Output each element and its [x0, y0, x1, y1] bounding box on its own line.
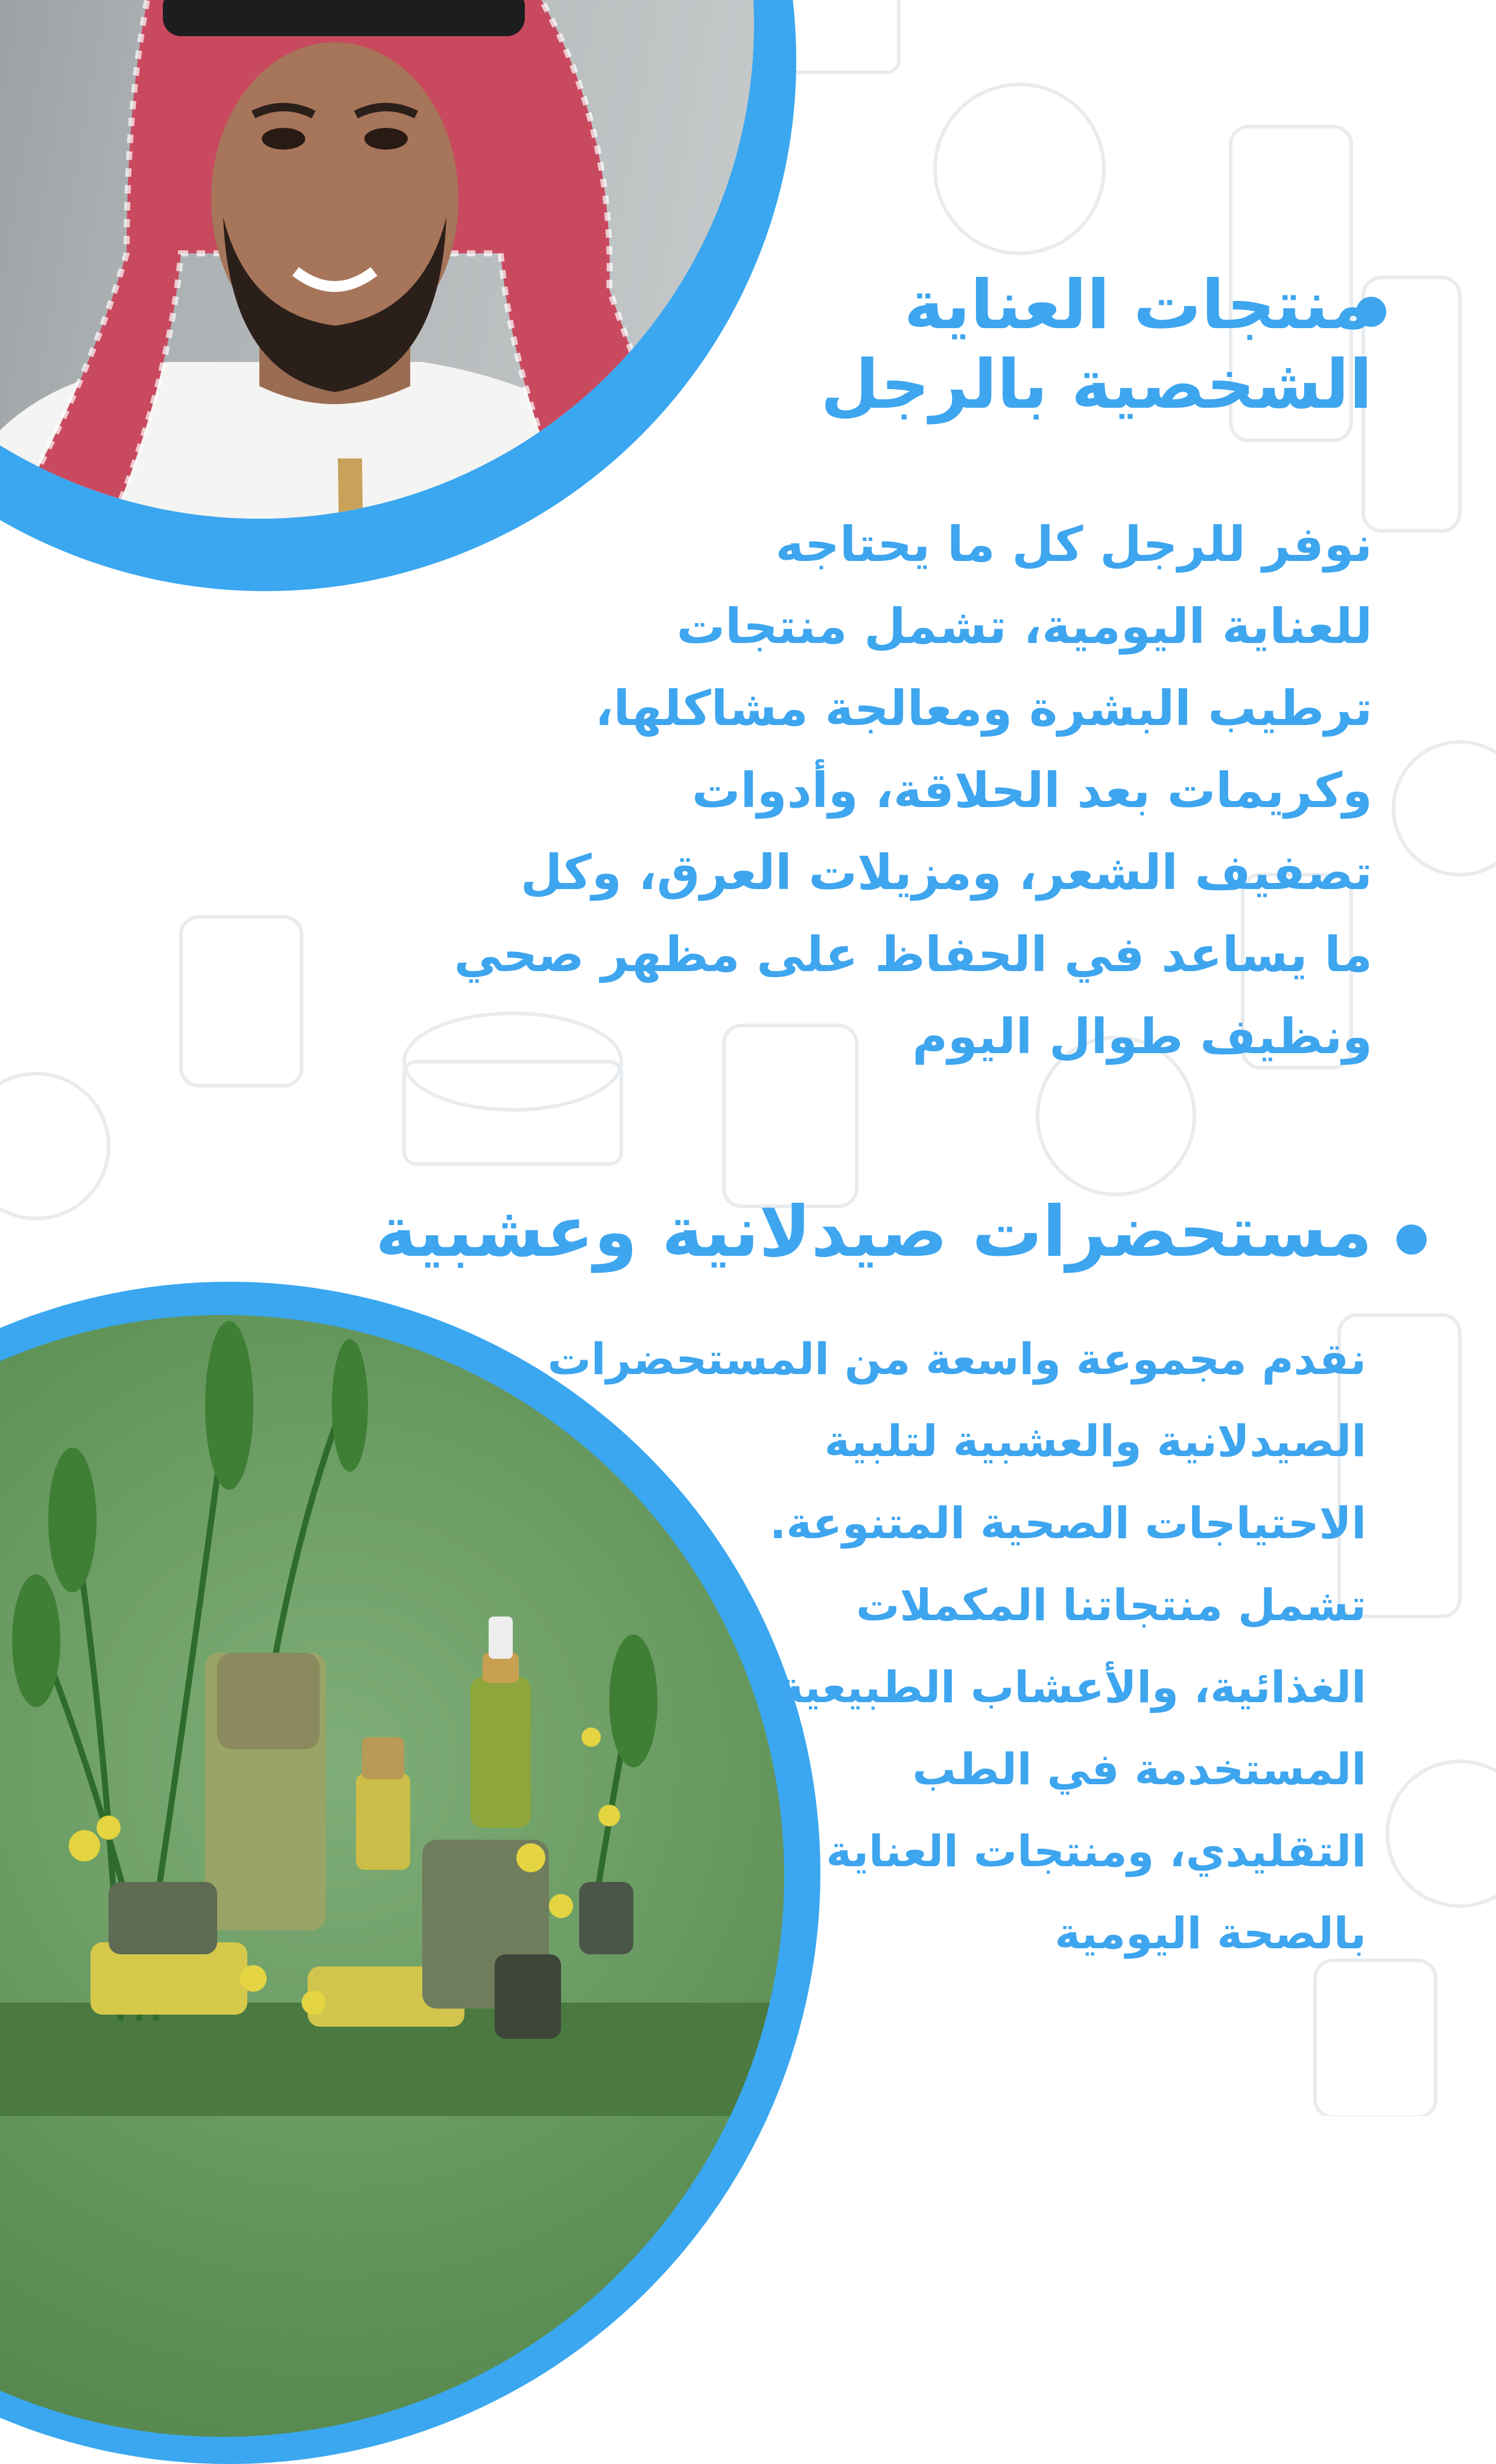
section-body-mens-care — [454, 504, 1372, 1078]
body-line: الغذائية، والأعشاب الطبيعية — [778, 1662, 1366, 1712]
body-line: ترطيب البشرة ومعالجة مشاكلها، — [595, 680, 1372, 736]
body-line: نقدم مجموعة واسعة من المستحضرات — [547, 1334, 1366, 1384]
body-line: الصيدلانية والعشبية لتلبية — [824, 1416, 1366, 1466]
body-line: نوفر للرجل كل ما يحتاجه — [775, 516, 1372, 572]
body-line: وكريمات بعد الحلاقة، وأدوات — [692, 762, 1372, 819]
body-line: الاحتياجات الصحية المتنوعة. — [769, 1498, 1366, 1548]
heading-line: منتجات العناية — [904, 266, 1372, 344]
body-line: تشمل منتجاتنا المكملات — [856, 1580, 1366, 1630]
body-line: تصفيف الشعر، ومزيلات العرق، وكل — [520, 844, 1372, 901]
heading-line: الشخصية بالرجل — [820, 346, 1372, 425]
body-line: للعناية اليومية، تشمل منتجات — [676, 598, 1372, 654]
body-line: ما يساعد في الحفاظ على مظهر صحي — [454, 926, 1372, 983]
section-heading-herbal: مستحضرات صيدلانية وعشبية — [375, 1191, 1372, 1273]
bullet-icon — [1396, 1224, 1427, 1255]
body-line: بالصحة اليومية — [1054, 1908, 1366, 1959]
section-body-herbal — [522, 1318, 1366, 1974]
body-line: ونظيف طوال اليوم — [912, 1009, 1372, 1065]
section-heading-mens-care — [709, 265, 1372, 425]
body-line: التقليدي، ومنتجات العناية — [826, 1826, 1366, 1877]
man-with-perfume-photo — [0, 0, 754, 519]
body-line: المستخدمة في الطب — [912, 1744, 1366, 1794]
